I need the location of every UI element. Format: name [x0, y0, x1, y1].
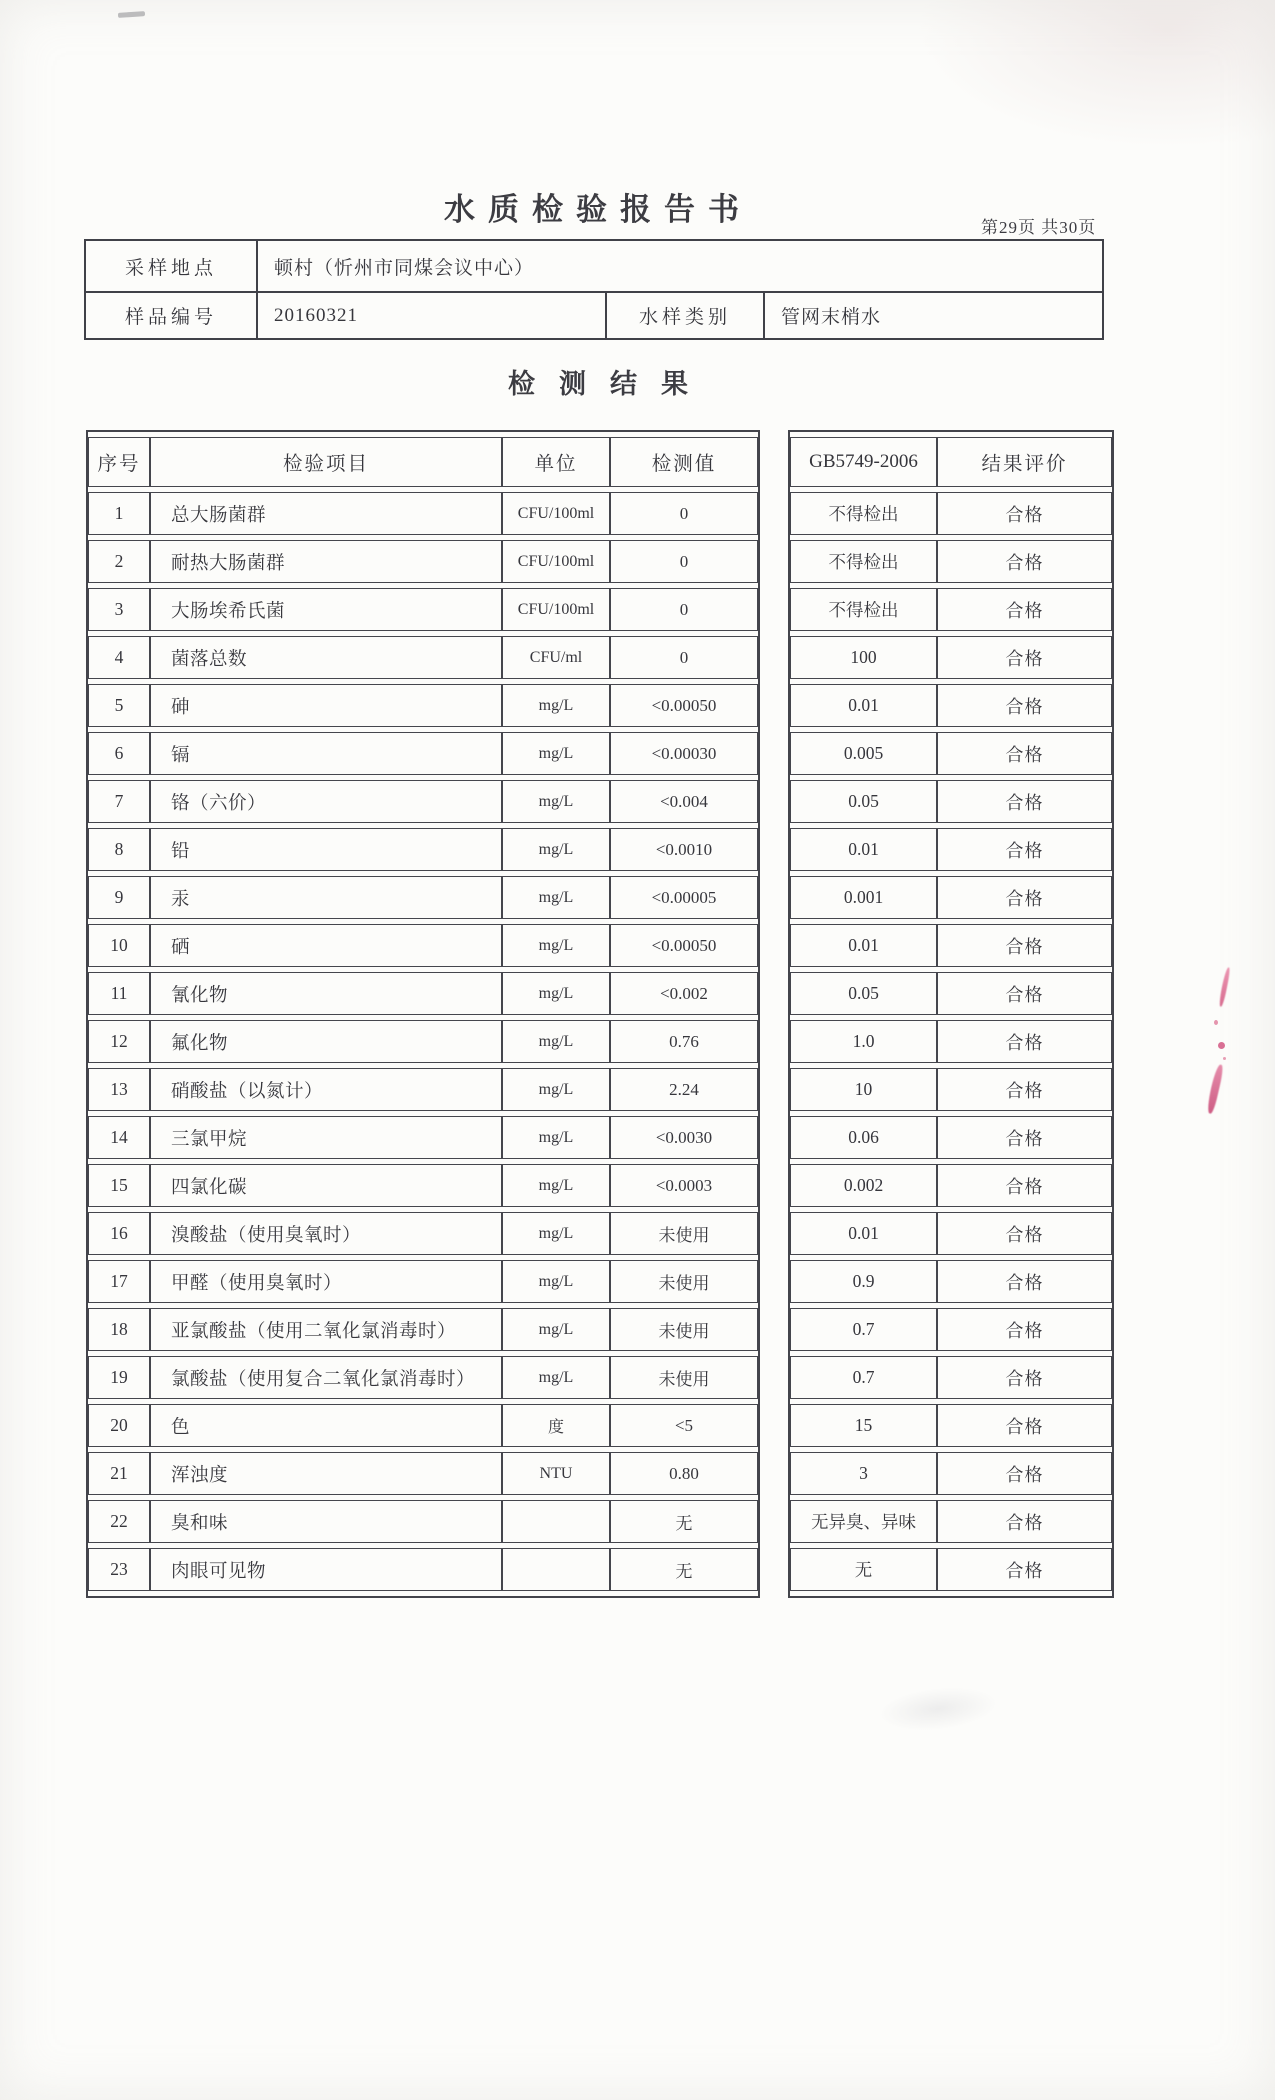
result-row-value: 未使用: [610, 1308, 758, 1351]
result-row-standard: 无异臭、异味: [790, 1500, 937, 1543]
result-row-right: [790, 1260, 1112, 1303]
sample-location-row: [85, 240, 1103, 292]
column-header-evaluation: 结果评价: [937, 437, 1112, 487]
result-row: [88, 828, 758, 871]
result-row-item: 硝酸盐（以氮计）: [150, 1068, 502, 1111]
result-row-unit: mg/L: [502, 876, 610, 919]
result-row: [88, 1068, 758, 1111]
result-row-standard: 0.01: [790, 684, 937, 727]
result-row-number: 9: [88, 876, 150, 919]
result-row-evaluation: 合格: [937, 1548, 1112, 1591]
result-row-value: 0: [610, 636, 758, 679]
result-row-value: 0: [610, 492, 758, 535]
result-row-number: 16: [88, 1212, 150, 1255]
result-row-unit: mg/L: [502, 684, 610, 727]
result-row-unit: CFU/100ml: [502, 588, 610, 631]
result-row-unit: mg/L: [502, 780, 610, 823]
result-row-standard: 0.01: [790, 924, 937, 967]
result-row-right: [790, 732, 1112, 775]
result-row: [88, 1020, 758, 1063]
result-row-standard: 0.01: [790, 828, 937, 871]
result-row-item: 溴酸盐（使用臭氧时）: [150, 1212, 502, 1255]
result-row-number: 11: [88, 972, 150, 1015]
result-row: [88, 972, 758, 1015]
result-row: [88, 588, 758, 631]
result-row-standard: 0.002: [790, 1164, 937, 1207]
result-row-number: 6: [88, 732, 150, 775]
result-row-number: 2: [88, 540, 150, 583]
result-row-value: 0.76: [610, 1020, 758, 1063]
result-row-item: 氯酸盐（使用复合二氧化氯消毒时）: [150, 1356, 502, 1399]
result-row-number: 4: [88, 636, 150, 679]
result-row-right: [790, 684, 1112, 727]
result-row-value: 0: [610, 588, 758, 631]
result-row-evaluation: 合格: [937, 1116, 1112, 1159]
sample-info-table: [84, 239, 1104, 340]
result-row-number: 14: [88, 1116, 150, 1159]
result-row-item: 耐热大肠菌群: [150, 540, 502, 583]
result-row-evaluation: 合格: [937, 492, 1112, 535]
result-row-right: [790, 588, 1112, 631]
result-row-number: 1: [88, 492, 150, 535]
result-row-standard: 0.005: [790, 732, 937, 775]
result-row-right: [790, 492, 1112, 535]
result-row-right: [790, 876, 1112, 919]
results-table-right: [788, 430, 1114, 1598]
result-row-unit: mg/L: [502, 972, 610, 1015]
result-row-standard: 1.0: [790, 1020, 937, 1063]
result-row-standard: 3: [790, 1452, 937, 1495]
results-table-left: [86, 430, 760, 1598]
result-row-right: [790, 780, 1112, 823]
result-row: [88, 1356, 758, 1399]
result-row-item: 四氯化碳: [150, 1164, 502, 1207]
result-row: [88, 1404, 758, 1447]
results-header-row: [88, 437, 758, 487]
result-row-right: [790, 636, 1112, 679]
result-row-item: 亚氯酸盐（使用二氧化氯消毒时）: [150, 1308, 502, 1351]
result-row-standard: 15: [790, 1404, 937, 1447]
result-row: [88, 492, 758, 535]
page-indicator: 第29页 共30页: [981, 218, 1097, 237]
result-row-number: 10: [88, 924, 150, 967]
result-row-item: 甲醛（使用臭氧时）: [150, 1260, 502, 1303]
results-header-row-right: [790, 437, 1112, 487]
result-row-value: <0.0010: [610, 828, 758, 871]
result-row-item: 臭和味: [150, 1500, 502, 1543]
scan-artifact-smudge: [876, 1682, 1000, 1736]
result-row-item: 浑浊度: [150, 1452, 502, 1495]
column-header-standard: GB5749-2006: [790, 437, 937, 487]
result-row-unit: mg/L: [502, 1020, 610, 1063]
result-row-item: 硒: [150, 924, 502, 967]
result-row-number: 5: [88, 684, 150, 727]
result-row-number: 20: [88, 1404, 150, 1447]
column-header-unit: 单位: [502, 437, 610, 487]
result-row-value: <0.00030: [610, 732, 758, 775]
result-row-right: [790, 828, 1112, 871]
result-row: [88, 924, 758, 967]
sample-number-value: 20160321: [257, 292, 606, 339]
result-row-item: 铬（六价）: [150, 780, 502, 823]
result-row-right: [790, 924, 1112, 967]
result-row: [88, 780, 758, 823]
result-row-right: [790, 1116, 1112, 1159]
result-row-number: 18: [88, 1308, 150, 1351]
sample-number-row: [85, 292, 1103, 339]
result-row-evaluation: 合格: [937, 1164, 1112, 1207]
result-row: [88, 1260, 758, 1303]
result-row-evaluation: 合格: [937, 588, 1112, 631]
result-row-right: [790, 1452, 1112, 1495]
result-row-right: [790, 1548, 1112, 1591]
result-row-right: [790, 1356, 1112, 1399]
result-row: [88, 876, 758, 919]
result-row-right: [790, 1308, 1112, 1351]
result-row: [88, 1500, 758, 1543]
result-row-standard: 100: [790, 636, 937, 679]
result-row-value: 未使用: [610, 1212, 758, 1255]
result-row-item: 总大肠菌群: [150, 492, 502, 535]
result-row-right: [790, 1500, 1112, 1543]
result-row-evaluation: 合格: [937, 1020, 1112, 1063]
result-row-number: 15: [88, 1164, 150, 1207]
result-row-value: <0.00050: [610, 924, 758, 967]
result-row-unit: mg/L: [502, 1068, 610, 1111]
sampling-location-label: 采样地点: [85, 240, 257, 292]
result-row: [88, 1452, 758, 1495]
result-row-standard: 不得检出: [790, 588, 937, 631]
result-row-evaluation: 合格: [937, 1308, 1112, 1351]
result-row-evaluation: 合格: [937, 540, 1112, 583]
result-row: [88, 636, 758, 679]
result-row-unit: NTU: [502, 1452, 610, 1495]
result-row-item: 三氯甲烷: [150, 1116, 502, 1159]
result-row-value: <0.00050: [610, 684, 758, 727]
result-row-right: [790, 1020, 1112, 1063]
result-row: [88, 540, 758, 583]
result-row-evaluation: 合格: [937, 924, 1112, 967]
result-row-value: <0.004: [610, 780, 758, 823]
result-row-value: <0.00005: [610, 876, 758, 919]
result-row-unit: mg/L: [502, 828, 610, 871]
result-row-unit: [502, 1548, 610, 1591]
result-row-evaluation: 合格: [937, 876, 1112, 919]
result-row-unit: mg/L: [502, 1356, 610, 1399]
result-row-evaluation: 合格: [937, 732, 1112, 775]
result-row-item: 铅: [150, 828, 502, 871]
result-row-value: 2.24: [610, 1068, 758, 1111]
result-row-standard: 无: [790, 1548, 937, 1591]
result-row-number: 13: [88, 1068, 150, 1111]
result-row-number: 8: [88, 828, 150, 871]
result-row-unit: mg/L: [502, 1116, 610, 1159]
result-row-number: 12: [88, 1020, 150, 1063]
result-row-right: [790, 540, 1112, 583]
result-row-right: [790, 1404, 1112, 1447]
result-row-unit: CFU/100ml: [502, 492, 610, 535]
result-row: [88, 1164, 758, 1207]
result-row-standard: 0.7: [790, 1308, 937, 1351]
result-row-unit: mg/L: [502, 1164, 610, 1207]
result-row-standard: 10: [790, 1068, 937, 1111]
result-row-standard: 0.05: [790, 972, 937, 1015]
result-row-value: 无: [610, 1548, 758, 1591]
result-row-item: 氰化物: [150, 972, 502, 1015]
result-row-evaluation: 合格: [937, 1404, 1112, 1447]
result-row-item: 肉眼可见物: [150, 1548, 502, 1591]
result-row: [88, 1308, 758, 1351]
document-title: 水质检验报告书: [444, 192, 752, 227]
result-row-number: 7: [88, 780, 150, 823]
result-row-item: 大肠埃希氏菌: [150, 588, 502, 631]
water-type-label: 水样类别: [606, 292, 764, 339]
result-row-standard: 0.9: [790, 1260, 937, 1303]
result-row-evaluation: 合格: [937, 780, 1112, 823]
result-row-evaluation: 合格: [937, 1500, 1112, 1543]
result-row-unit: mg/L: [502, 1260, 610, 1303]
result-row-number: 23: [88, 1548, 150, 1591]
result-row-value: 未使用: [610, 1356, 758, 1399]
result-row-evaluation: 合格: [937, 1452, 1112, 1495]
water-type-value: 管网末梢水: [764, 292, 1103, 339]
result-row-standard: 0.01: [790, 1212, 937, 1255]
result-row-unit: mg/L: [502, 924, 610, 967]
sample-number-label: 样品编号: [85, 292, 257, 339]
scan-artifact-pink-ink: [1203, 962, 1247, 1097]
result-row-number: 17: [88, 1260, 150, 1303]
result-row-value: <0.0030: [610, 1116, 758, 1159]
result-row-standard: 不得检出: [790, 492, 937, 535]
sampling-location-value: 顿村（忻州市同煤会议中心）: [257, 240, 1103, 292]
result-row-value: <0.0003: [610, 1164, 758, 1207]
result-row-number: 3: [88, 588, 150, 631]
result-row-evaluation: 合格: [937, 1260, 1112, 1303]
result-row-unit: mg/L: [502, 1212, 610, 1255]
result-row-standard: 0.7: [790, 1356, 937, 1399]
column-header-value: 检测值: [610, 437, 758, 487]
result-row-item: 色: [150, 1404, 502, 1447]
result-row-number: 22: [88, 1500, 150, 1543]
result-row-right: [790, 1212, 1112, 1255]
column-header-no: 序号: [88, 437, 150, 487]
result-row-standard: 0.06: [790, 1116, 937, 1159]
result-row-item: 砷: [150, 684, 502, 727]
result-row-value: 0: [610, 540, 758, 583]
result-row-value: <5: [610, 1404, 758, 1447]
result-row: [88, 732, 758, 775]
result-row-evaluation: 合格: [937, 828, 1112, 871]
result-row-item: 氟化物: [150, 1020, 502, 1063]
result-row-evaluation: 合格: [937, 1212, 1112, 1255]
result-row: [88, 684, 758, 727]
result-row: [88, 1212, 758, 1255]
result-row-evaluation: 合格: [937, 972, 1112, 1015]
result-row-value: 无: [610, 1500, 758, 1543]
result-row-item: 菌落总数: [150, 636, 502, 679]
result-row-evaluation: 合格: [937, 1068, 1112, 1111]
result-row-unit: mg/L: [502, 732, 610, 775]
result-row-unit: [502, 1500, 610, 1543]
result-row-right: [790, 1164, 1112, 1207]
result-row-right: [790, 1068, 1112, 1111]
result-row-right: [790, 972, 1112, 1015]
result-row: [88, 1116, 758, 1159]
result-row-standard: 0.05: [790, 780, 937, 823]
result-row-evaluation: 合格: [937, 636, 1112, 679]
result-row-standard: 不得检出: [790, 540, 937, 583]
result-row-number: 19: [88, 1356, 150, 1399]
result-row-unit: CFU/100ml: [502, 540, 610, 583]
column-header-item: 检验项目: [150, 437, 502, 487]
scan-artifact-dash: [118, 11, 145, 18]
result-row-evaluation: 合格: [937, 684, 1112, 727]
result-row-evaluation: 合格: [937, 1356, 1112, 1399]
result-row-unit: mg/L: [502, 1308, 610, 1351]
result-row-item: 镉: [150, 732, 502, 775]
scan-artifact-wash: [915, 0, 1275, 150]
result-row-value: 0.80: [610, 1452, 758, 1495]
result-row-value: 未使用: [610, 1260, 758, 1303]
result-row-unit: CFU/ml: [502, 636, 610, 679]
result-row-value: <0.002: [610, 972, 758, 1015]
result-row-item: 汞: [150, 876, 502, 919]
results-section-title: 检测结果: [508, 369, 712, 399]
result-row: [88, 1548, 758, 1591]
result-row-number: 21: [88, 1452, 150, 1495]
result-row-standard: 0.001: [790, 876, 937, 919]
result-row-unit: 度: [502, 1404, 610, 1447]
